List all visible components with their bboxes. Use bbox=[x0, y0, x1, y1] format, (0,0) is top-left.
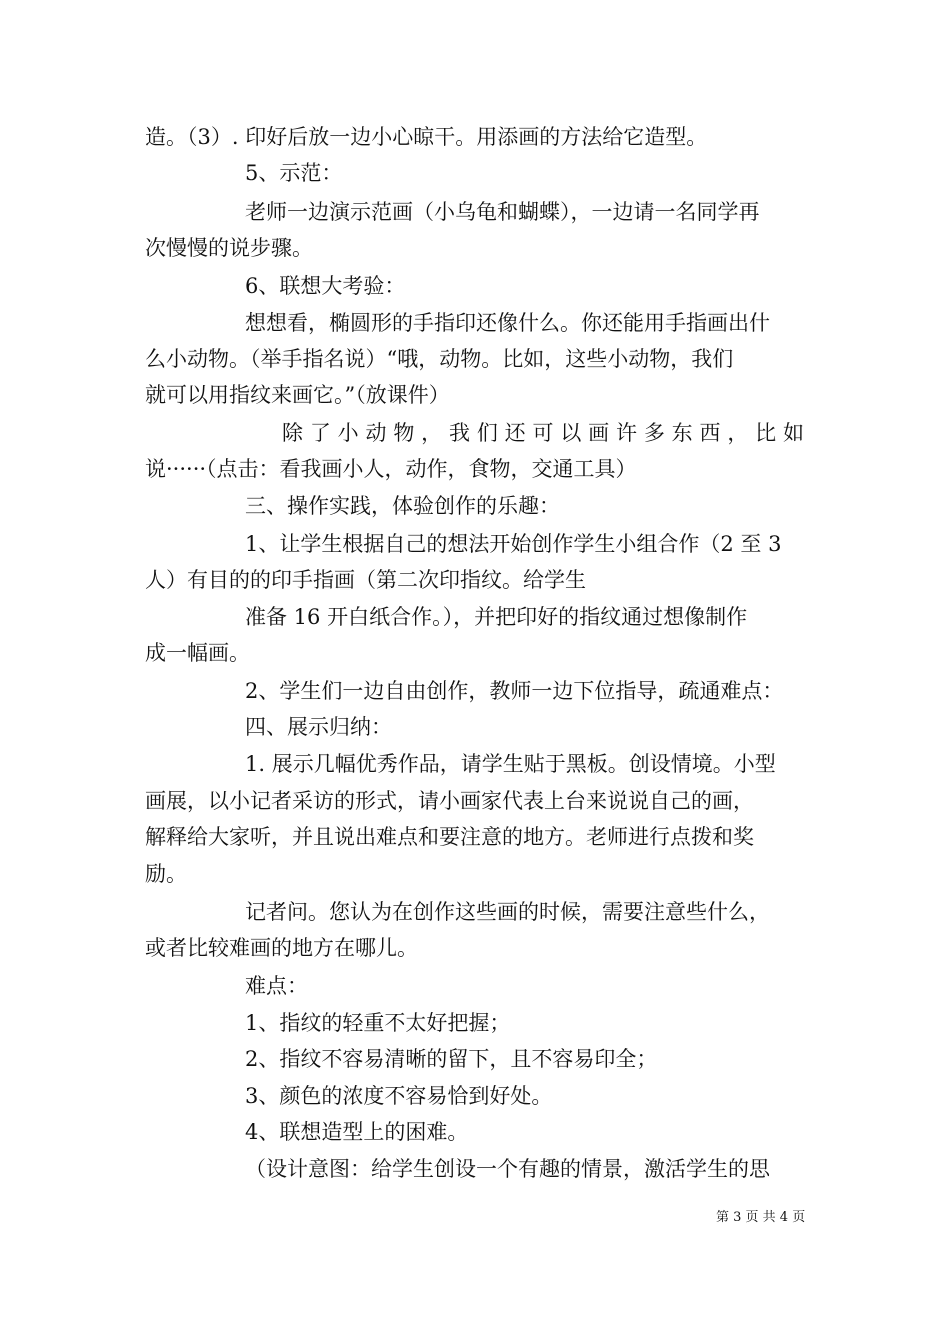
list-item: 3、颜色的浓度不容易恰到好处。 bbox=[245, 1084, 553, 1108]
section-heading: 6、联想大考验： bbox=[245, 274, 406, 298]
text-line: 造。（3）. 印好后放一边小心晾干。用添画的方法给它造型。 bbox=[145, 125, 708, 149]
section-heading: 5、示范： bbox=[245, 161, 343, 185]
list-item: 4、联想造型上的困难。 bbox=[245, 1120, 469, 1144]
text-line: 么小动物。（举手指名说）“哦，动物。比如，这些小动物，我们 bbox=[145, 347, 734, 371]
text-line: 成一幅画。 bbox=[145, 641, 250, 665]
text-line: 说······（点击：看我画小人，动作，食物，交通工具） bbox=[145, 457, 637, 481]
text-line: 2、学生们一边自由创作，教师一边下位指导，疏通难点： bbox=[245, 679, 784, 703]
text-line: 人）有目的的印手指画（第二次印指纹。给学生 bbox=[145, 568, 586, 592]
text-line: （设计意图：给学生创设一个有趣的情景，激活学生的思 bbox=[245, 1157, 770, 1181]
list-item: 1、指纹的轻重不太好把握； bbox=[245, 1011, 511, 1035]
text-line: 解释给大家听，并且说出难点和要注意的地方。老师进行点拨和奖 bbox=[145, 825, 754, 849]
text-line: 1、让学生根据自己的想法开始创作学生小组合作（2 至 3 bbox=[245, 532, 782, 556]
text-line: 次慢慢的说步骤。 bbox=[145, 236, 313, 260]
text-line: 除了小动物，我们还可以画许多东西，比如 bbox=[282, 421, 804, 445]
text-line: 1. 展示几幅优秀作品，请学生贴于黑板。创设情境。小型 bbox=[245, 752, 776, 776]
text-line: 想想看，椭圆形的手指印还像什么。你还能用手指画出什 bbox=[245, 311, 770, 335]
section-heading: 难点： bbox=[245, 974, 308, 998]
page-footer: 第 3 页 共 4 页 bbox=[716, 1210, 806, 1225]
text-line: 或者比较难画的地方在哪儿。 bbox=[145, 936, 418, 960]
text-line: 画展，以小记者采访的形式，请小画家代表上台来说说自己的画， bbox=[145, 789, 754, 813]
text-line: 就可以用指纹来画它。”（放课件） bbox=[145, 383, 450, 407]
text-line: 准备 16 开白纸合作。），并把印好的指纹通过想像制作 bbox=[245, 605, 748, 629]
text-line: 励。 bbox=[145, 862, 187, 886]
section-heading: 四、展示归纳： bbox=[245, 715, 392, 739]
text-line: 记者问。您认为在创作这些画的时候，需要注意些什么， bbox=[245, 900, 770, 924]
text-line: 老师一边演示范画（小乌龟和蝴蝶），一边请一名同学再 bbox=[245, 200, 760, 224]
list-item: 2、指纹不容易清晰的留下，且不容易印全； bbox=[245, 1047, 658, 1071]
section-heading: 三、操作实践，体验创作的乐趣： bbox=[245, 494, 560, 518]
